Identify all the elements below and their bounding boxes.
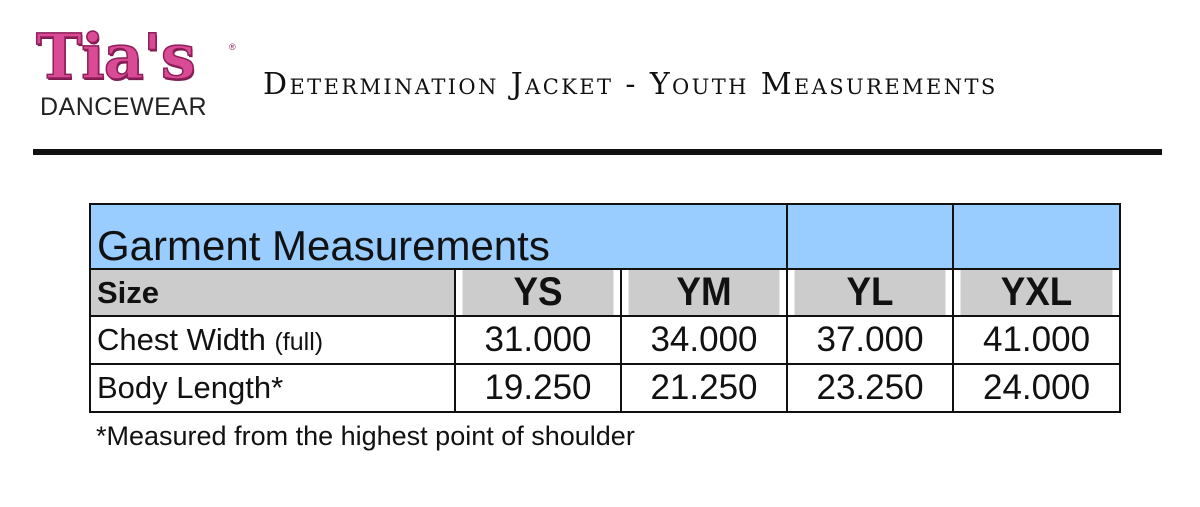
registered-mark: ®	[229, 42, 236, 52]
table-cell: 41.000	[953, 316, 1120, 364]
measurement-table	[89, 203, 1121, 413]
footnote: *Measured from the highest point of shoulder	[96, 421, 635, 451]
size-header-ym: YM	[628, 269, 781, 316]
row-label-note: (full)	[274, 328, 324, 356]
row-label-text: Body Length*	[97, 370, 284, 405]
brand-logo	[34, 22, 244, 122]
size-header-yxl: YXL	[960, 269, 1114, 316]
size-label: Size	[90, 269, 455, 316]
table-cell: 19.250	[455, 364, 621, 412]
row-label	[90, 316, 455, 364]
table-cell: 21.250	[621, 364, 787, 412]
row-label	[90, 364, 455, 412]
caption-empty-cell	[787, 204, 953, 269]
caption-empty-cell	[953, 204, 1120, 269]
table-row-body-length	[90, 364, 1120, 412]
table-cell: 23.250	[787, 364, 953, 412]
page-title: Determination Jacket - Youth Measurements	[263, 67, 998, 102]
row-label-text: Chest Width	[97, 322, 266, 357]
table-row-chest-width	[90, 316, 1120, 364]
table-cell: 31.000	[455, 316, 621, 364]
logo-subtitle: DANCEWEAR	[40, 93, 208, 121]
size-header-ys: YS	[462, 269, 615, 316]
table-cell: 24.000	[953, 364, 1120, 412]
table-cell: 34.000	[621, 316, 787, 364]
header-divider	[33, 149, 1162, 155]
size-header-row	[90, 269, 1120, 316]
table-cell: 37.000	[787, 316, 953, 364]
table-caption-row	[90, 204, 1120, 269]
size-header-yl: YL	[794, 269, 947, 316]
table-caption: Garment Measurements	[90, 204, 787, 269]
logo-wordmark: Tia's	[36, 20, 195, 93]
